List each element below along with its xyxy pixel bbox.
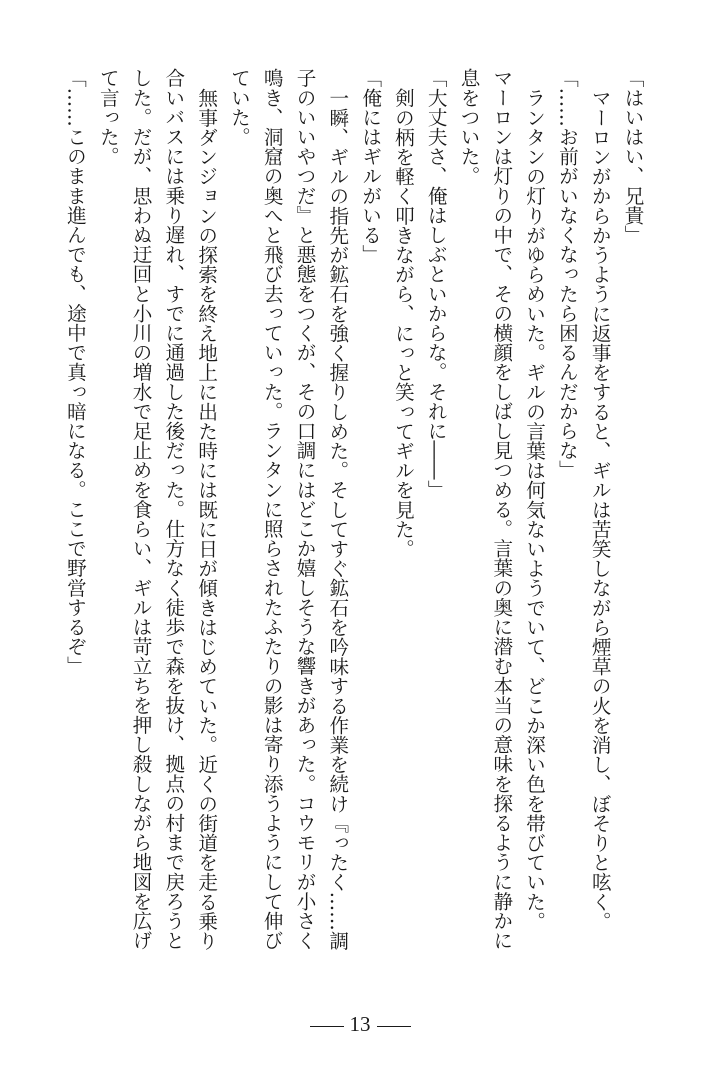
text-line: 「……このまま進んでも、途中で真っ暗になる。ここで野営するぞ」 xyxy=(63,68,87,676)
text-line: 息をついた。 xyxy=(457,68,481,186)
text-line: マーロンは灯りの中で、その横顔をしばし見つめる。言葉の奥に潜む本当の意味を探るように静かに xyxy=(489,68,513,950)
text-line: 鳴き、洞窟の奥へと飛び去っていった。ランタンに照らされたふたりの影は寄り添うようにして伸び xyxy=(260,68,284,950)
text-line: ランタンの灯りがゆらめいた。ギルの言葉は何気ないようでいて、どこか深い色を帯びていた。 xyxy=(522,87,546,931)
text-line: ていた。 xyxy=(227,68,251,147)
text-line: 「はいはい、兄貴」 xyxy=(621,68,644,245)
text-line: マーロンがからかうように返事をすると、ギルは苦笑しながら煙草の火を消し、ぼそりと呟く。 xyxy=(588,87,612,931)
folio-dash-left xyxy=(310,1026,344,1027)
text-line: 「大丈夫さ、俺はしぶといからな。それに――」 xyxy=(424,68,448,500)
folio-dash-right xyxy=(377,1026,411,1027)
text-line: した。だが、思わぬ迂回と小川の増水で足止めを食らい、ギルは苛立ちを押し殺しながら地図を広げ xyxy=(129,68,153,950)
text-line: 無事ダンジョンの探索を終え地上に出た時には既に日が傾きはじめていた。近くの街道を走る乗り xyxy=(194,87,218,950)
text-line: 剣の柄を軽く叩きながら、にっと笑ってギルを見た。 xyxy=(391,87,415,558)
text-line: 合いバスには乗り遅れ、すでに通過した後だった。仕方なく徒歩で森を抜け、拠点の村まで戻ろうと xyxy=(161,68,185,950)
page-number xyxy=(0,1012,720,1037)
text-line: 一瞬、ギルの指先が鉱石を強く握りしめた。そしてすぐ鉱石を吟味する作業を続け『ったく……調 xyxy=(325,87,349,950)
text-line: て言った。 xyxy=(96,68,120,166)
text-line: 「……お前がいなくなったら困るんだからな」 xyxy=(555,68,579,480)
vertical-body-text xyxy=(58,68,648,968)
text-line: 「俺にはギルがいる」 xyxy=(358,68,382,264)
page-number-text: 13 xyxy=(349,1012,371,1036)
text-line: 子のいいやつだ』と悪態をつくが、その口調にはどこか嬉しそうな響きがあった。コウモリが小さく xyxy=(293,68,317,950)
